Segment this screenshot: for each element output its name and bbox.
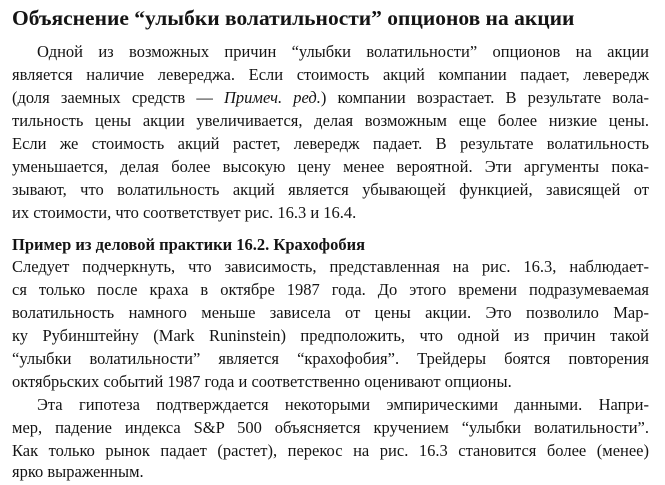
example-line: волатильность намного меньше зависела от цены акции. Это позволило Мар- (12, 303, 649, 322)
example-line: ку Рубинштейну (Mark Runinstein) предположить, что одной из причин такой (12, 326, 649, 345)
paragraph-line: зывают, что волатильность акций является убывающей функцией, зависящей от (12, 180, 649, 199)
paragraph-line: Если же стоимость акций растет, левередж падает. В результате волатильность (12, 134, 649, 153)
example-line: Следует подчеркнуть, что зависимость, представленная на рис. 16.3, наблюдает- (12, 257, 649, 276)
text-span: (доля заемных средств — (12, 88, 225, 107)
paragraph-line: их стоимости, что соответствует рис. 16.3 и 16.4. (12, 203, 357, 222)
example-line: октябрьских событий 1987 года и соответственно оценивают опционы. (12, 372, 512, 391)
example-line: “улыбки волатильности” является “крахофобия”. Трейдеры боятся повторения (12, 349, 649, 368)
example-line: ся только после краха в октябре 1987 года. До этого времени подразумеваемая (12, 280, 649, 299)
example-line: мер, падение индекса S&P 500 объясняется кручением “улыбки волатильности”. (12, 418, 649, 437)
paragraph-line: является наличие левереджа. Если стоимость акций компании падает, левередж (12, 65, 649, 84)
paragraph-line: уменьшается, делая более высокую цену менее вероятной. Эти аргументы пока- (12, 157, 649, 176)
text-span: ) компании возрастает. В результате вола- (320, 88, 650, 107)
paragraph-line: тильность цены акции увеличивается, делая возможным еще более низкие цены. (12, 111, 649, 130)
paragraph-line (12, 88, 649, 108)
editor-note-italic: Примеч. ред. (224, 88, 321, 107)
section-heading: Объяснение “улыбки волатильности” опционов на акции (12, 6, 575, 30)
example-line: Как только рынок падает (растет), перекос на рис. 16.3 становится более (менее) (12, 441, 649, 460)
example-title: Пример из деловой практики 16.2. Крахофобия (12, 235, 366, 254)
paragraph-line: Одной из возможных причин “улыбки волатильности” опционов на акции (37, 42, 649, 61)
example-line: Эта гипотеза подтверждается некоторыми эмпирическими данными. Напри- (37, 395, 649, 414)
example-line: ярко выраженным. (12, 462, 144, 481)
